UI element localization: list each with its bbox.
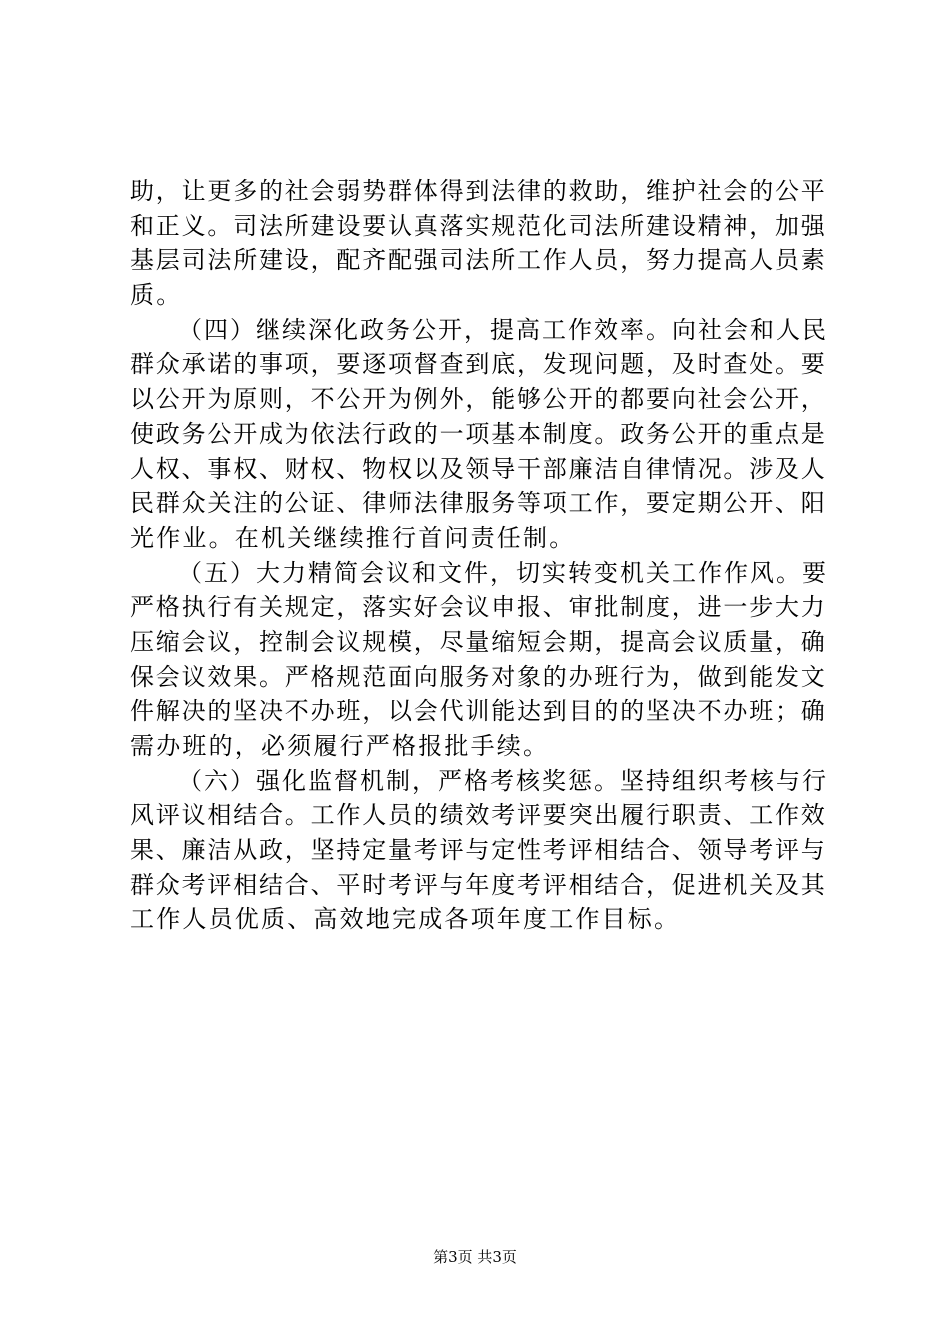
paragraph-line: 群众承诺的事项，要逐项督查到底，发现问题，及时查处。要	[130, 350, 827, 379]
paragraph-line: 和正义。司法所建设要认真落实规范化司法所建设精神，加强	[130, 211, 827, 240]
paragraph-line: （六）强化监督机制，严格考核奖惩。坚持组织考核与行	[178, 766, 828, 795]
paragraph-line: （四）继续深化政务公开，提高工作效率。向社会和人民	[178, 315, 828, 344]
paragraph-line: 果、廉洁从政，坚持定量考评与定性考评相结合、领导考评与	[130, 836, 827, 865]
paragraph-line: （五）大力精简会议和文件，切实转变机关工作作风。要	[178, 558, 828, 587]
paragraph-line: 基层司法所建设，配齐配强司法所工作人员，努力提高人员素	[130, 246, 827, 275]
paragraph-line: 光作业。在机关继续推行首问责任制。	[130, 523, 576, 552]
paragraph-line: 件解决的坚决不办班，以会代训能达到目的的坚决不办班；确	[130, 697, 827, 726]
paragraph-line: 使政务公开成为依法行政的一项基本制度。政务公开的重点是	[130, 419, 827, 448]
paragraph-line: 助，让更多的社会弱势群体得到法律的救助，维护社会的公平	[130, 177, 827, 205]
paragraph-line: 压缩会议，控制会议规模，尽量缩短会期，提高会议质量，确	[130, 627, 827, 656]
paragraph-line: 以公开为原则，不公开为例外，能够公开的都要向社会公开，	[130, 385, 827, 414]
paragraph-line: 保会议效果。严格规范面向服务对象的办班行为，做到能发文	[130, 662, 827, 691]
page-number-label: 第3页 共3页	[433, 1248, 517, 1266]
document-body	[130, 174, 830, 937]
paragraph-line: 民群众关注的公证、律师法律服务等项工作，要定期公开、阳	[130, 489, 827, 518]
paragraph-line: 工作人员优质、高效地完成各项年度工作目标。	[130, 905, 681, 934]
page-footer	[0, 1247, 950, 1267]
paragraph-line: 需办班的，必须履行严格报批手续。	[130, 732, 550, 760]
paragraph-line: 群众考评相结合、平时考评与年度考评相结合，促进机关及其	[130, 870, 827, 899]
paragraph-line: 风评议相结合。工作人员的绩效考评要突出履行职责、工作效	[130, 801, 827, 830]
paragraph-line: 质。	[130, 281, 183, 310]
paragraph-line: 严格执行有关规定，落实好会议申报、审批制度，进一步大力	[130, 593, 827, 622]
paragraph-line: 人权、事权、财权、物权以及领导干部廉洁自律情况。涉及人	[130, 454, 827, 483]
